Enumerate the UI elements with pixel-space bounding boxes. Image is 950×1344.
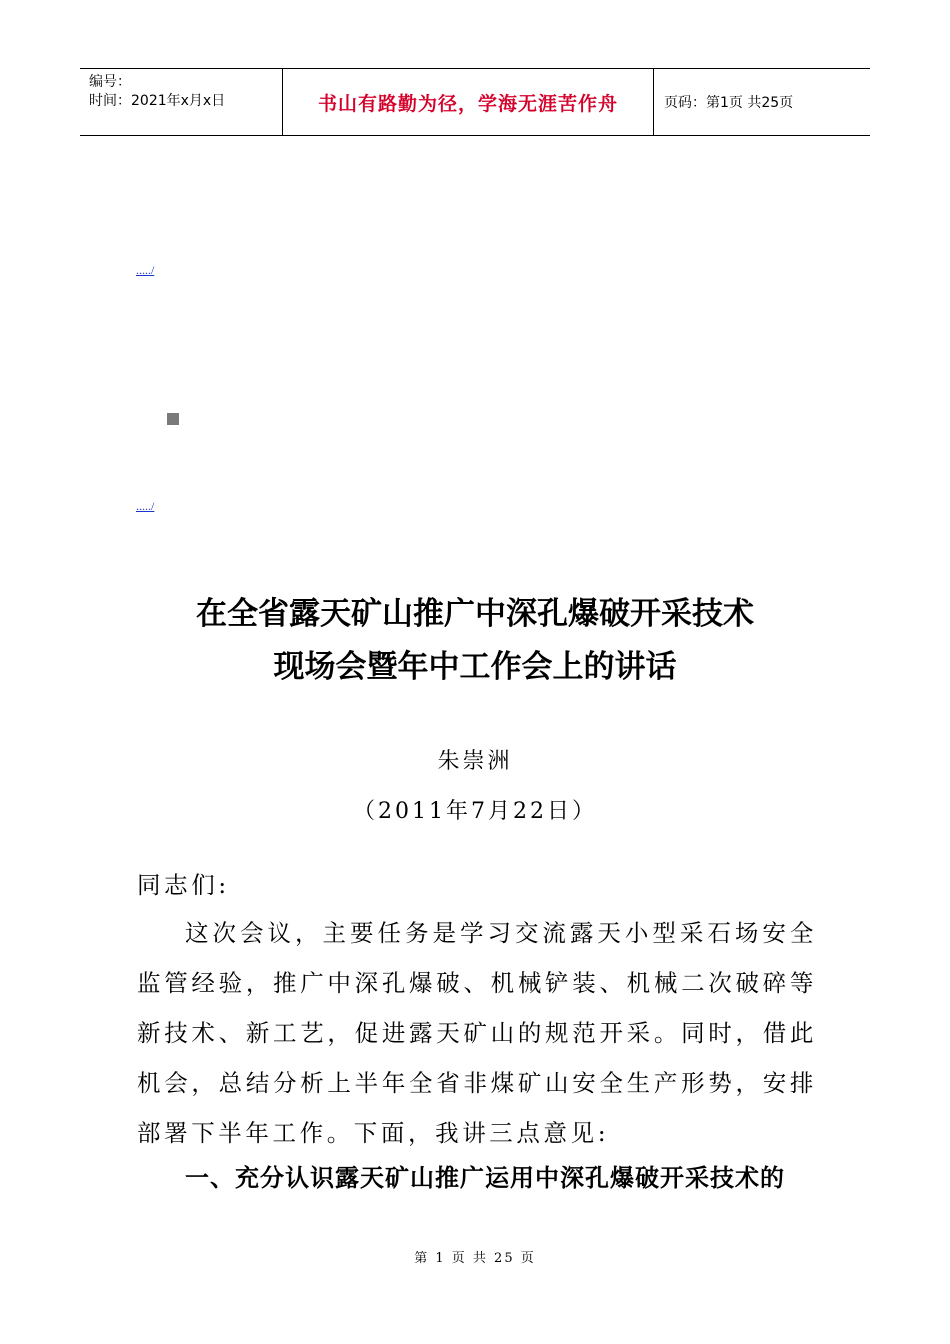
dots-link-bottom[interactable]: ...../ <box>136 499 155 513</box>
salutation: 同志们: <box>137 871 230 899</box>
speech-date: （2011年7月22日） <box>353 799 597 824</box>
title-line-1: 在全省露天矿山推广中深孔爆破开采技术 <box>196 596 754 632</box>
header-meta-cell <box>80 69 282 135</box>
title-line-2: 现场会暨年中工作会上的讲话 <box>273 649 677 685</box>
placeholder-square-icon <box>167 413 179 425</box>
number-label: 编号： <box>89 74 131 90</box>
time-label: 时间：2021年x月x日 <box>89 93 226 109</box>
motto-text: 书山有路勤为径，学海无涯苦作舟 <box>317 92 618 115</box>
section-heading-1: 一、充分认识露天矿山推广运用中深孔爆破开采技术的 <box>185 1164 785 1192</box>
header-page-cell <box>654 69 870 135</box>
author: 朱崇洲 <box>437 749 513 774</box>
page-footer: 第 1 页 共 25 页 <box>414 1251 536 1266</box>
document-header <box>80 68 870 136</box>
page-info: 页码：第1页 共25页 <box>664 95 794 111</box>
paragraph-1: 这次会议，主要任务是学习交流露天小型采石场安全监管经验，推广中深孔爆破、机械铲装、机械二次破碎等新技术、新工艺，促进露天矿山的规范开采。同时，借此机会，总结分析上半年全省非煤矿山安全生产形势，安排部署下半年工作。下面，我讲三点意见: <box>137 919 817 1147</box>
dots-link-top[interactable]: ...../ <box>136 263 155 277</box>
header-motto-cell <box>282 69 654 135</box>
